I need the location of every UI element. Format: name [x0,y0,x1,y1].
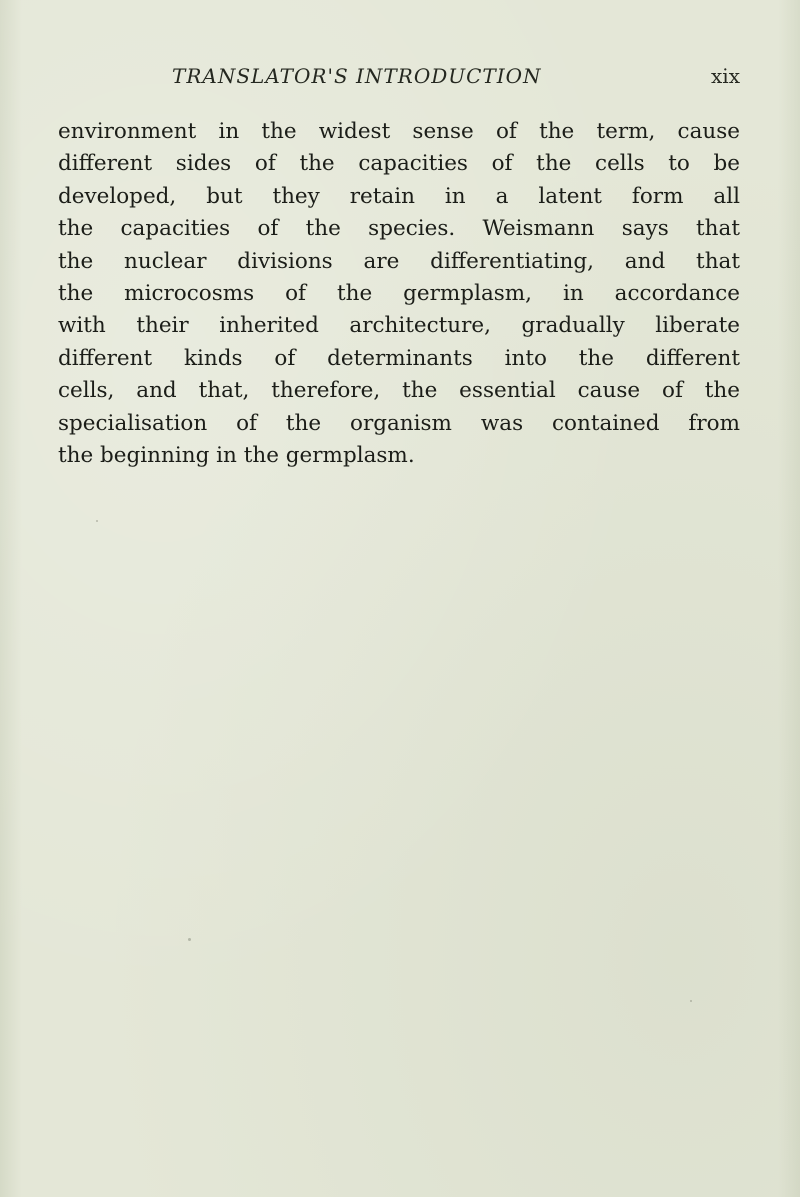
text-line: specialisation of the organism was contained from [58,410,740,436]
text-line: cells, and that, therefore, the essential cause of the [58,378,740,404]
text-line: with their inherited architecture, gradually liberate [58,313,740,339]
text-line: the beginning in the germplasm. [58,442,415,468]
body-paragraph [58,116,740,472]
running-title: TRANSLATOR'S INTRODUCTION [172,64,542,88]
page-header [60,64,740,96]
paper-speck [188,938,191,941]
text-line: developed, but they retain in a latent form all [58,183,740,209]
text-line: the capacities of the species. Weismann says that [58,216,740,242]
text-line: environment in the widest sense of the term, cause [58,119,740,144]
paper-speck [96,520,98,522]
text-line: different kinds of determinants into the different [58,345,740,371]
text-line: the microcosms of the germplasm, in accordance [58,280,740,306]
text-line: the nuclear divisions are differentiating, and that [58,248,740,274]
page-number: xix [711,64,740,88]
paper-speck [690,1000,692,1002]
text-line: different sides of the capacities of the cells to be [58,151,740,177]
